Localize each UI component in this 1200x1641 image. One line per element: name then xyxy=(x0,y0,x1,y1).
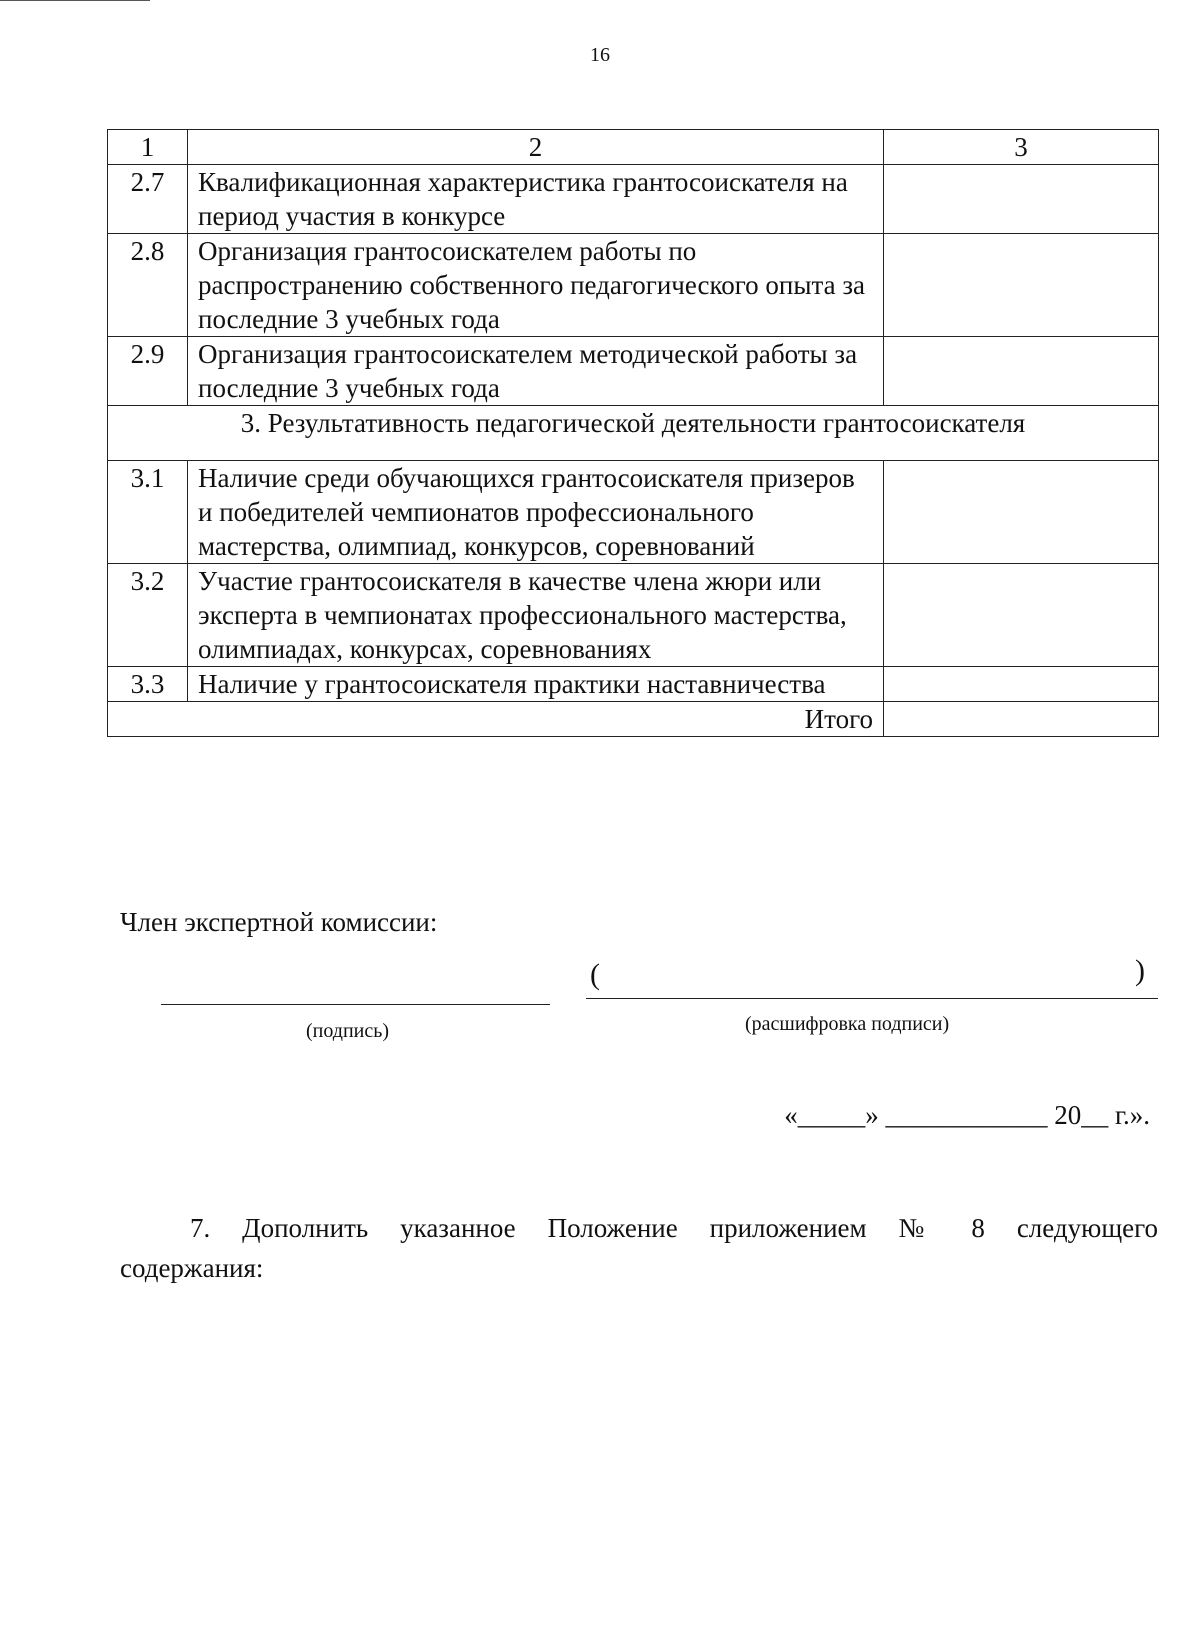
table-header-row xyxy=(108,130,1159,165)
table-row xyxy=(108,165,1159,234)
signature-line xyxy=(161,1004,550,1005)
row-number: 3.2 xyxy=(108,564,188,667)
row-criterion: Организация грантосоискателем работы по распространению собственного педагогического опыта за последние 3 учебных года xyxy=(188,234,884,337)
signature-caption: (подпись) xyxy=(306,1020,390,1042)
section-title: 3. Результативность педагогической деятельности грантосоискателя xyxy=(108,406,1159,461)
row-criterion: Квалификационная характеристика грантосоискателя на период участия в конкурсе xyxy=(188,165,884,234)
commission-member-label: Член экспертной комиссии: xyxy=(120,907,438,937)
row-score xyxy=(884,234,1159,337)
row-number: 2.7 xyxy=(108,165,188,234)
row-number: 3.3 xyxy=(108,667,188,702)
column-header: 1 xyxy=(108,130,188,165)
row-score xyxy=(884,667,1159,702)
row-score xyxy=(884,165,1159,234)
table-row xyxy=(108,461,1159,564)
decoding-paren-close: ) xyxy=(1135,954,1145,987)
row-number: 2.8 xyxy=(108,234,188,337)
column-header: 3 xyxy=(884,130,1159,165)
row-score xyxy=(884,461,1159,564)
row-criterion: Наличие у грантосоискателя практики наставничества xyxy=(188,667,884,702)
decoding-paren-open: ( xyxy=(590,958,600,991)
column-header: 2 xyxy=(188,130,884,165)
row-number: 2.9 xyxy=(108,337,188,406)
date-line: «_____» ____________ 20__ г.». xyxy=(784,1100,1150,1130)
total-label: Итого xyxy=(108,702,884,737)
row-score xyxy=(884,564,1159,667)
decoding-line xyxy=(586,998,1158,999)
total-row xyxy=(108,702,1159,737)
body-paragraph: 7. Дополнить указанное Положение приложением № 8 следующего содержания: xyxy=(120,1213,1158,1283)
table-row xyxy=(108,667,1159,702)
table-row xyxy=(108,337,1159,406)
row-number: 3.1 xyxy=(108,461,188,564)
table-row xyxy=(108,564,1159,667)
evaluation-table xyxy=(107,129,1159,737)
scan-corner-mark xyxy=(0,0,150,1)
row-score xyxy=(884,337,1159,406)
table-row xyxy=(108,234,1159,337)
section-row xyxy=(108,406,1159,461)
decoding-caption: (расшифровка подписи) xyxy=(745,1013,950,1035)
row-criterion: Организация грантосоискателем методической работы за последние 3 учебных года xyxy=(188,337,884,406)
row-criterion: Участие грантосоискателя в качестве члена жюри или эксперта в чемпионатах профессионального мастерства, олимпиадах, конкурсах, соревнованиях xyxy=(188,564,884,667)
page-number: 16 xyxy=(590,44,610,66)
total-value xyxy=(884,702,1159,737)
row-criterion: Наличие среди обучающихся грантосоискателя призеров и победителей чемпионатов профессионального мастерства, олимпиад, конкурсов, соревнований xyxy=(188,461,884,564)
